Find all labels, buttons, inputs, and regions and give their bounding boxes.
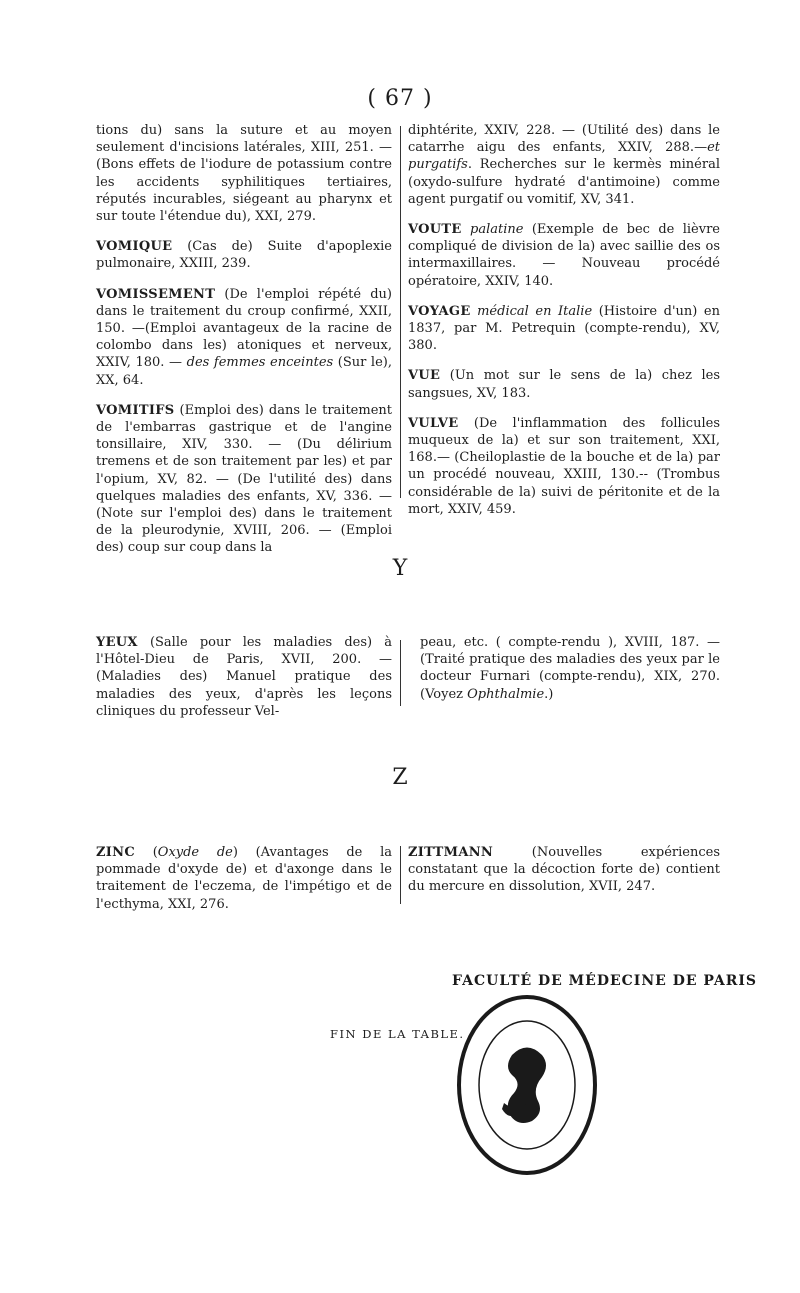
entry-text: diphtérite, XXIV, 228. — (Utilité des) dans le catarrhe aigu des enfants, XXIV, 288.— xyxy=(408,123,720,156)
index-entry xyxy=(96,844,392,913)
index-entry xyxy=(408,844,720,896)
entry-italic-text: palatine xyxy=(470,222,524,238)
entry-headword: VULVE xyxy=(408,415,459,431)
entry-headword: VOMITIFS xyxy=(96,402,175,418)
entry-italic-text: et purgatifs xyxy=(408,140,720,173)
column-divider-z xyxy=(400,846,401,904)
entry-text: .) xyxy=(544,686,554,702)
entry-italic-text: Oxyde de xyxy=(157,845,233,860)
entry-text: (Nouvelles expériences constatant que la décoction forte de) contient du mercure en dissolution, XVII, 247. xyxy=(408,845,720,895)
entry-headword: ZINC xyxy=(96,845,136,860)
index-column-v-left xyxy=(96,122,392,570)
letter-heading-y: Y xyxy=(392,556,408,581)
entry-headword: VOUTE xyxy=(408,222,462,238)
entry-text xyxy=(462,222,470,237)
entry-text: (Emploi des) dans le traitement de l'embarras gastrique et de l'angine tonsillaire, XIV, 330. — (Du délirium tremens et de son traitement par les) et par l'opium, XV, 82. — (De l'utilité des) dans quelques maladies des enfants, XV, 336. — (Note sur l'emploi des) dans le traitement de la pleurodynie, XVIII, 206. — (Emploi des) coup sur coup dans la xyxy=(96,402,392,556)
entry-text: (Exemple de bec de lièvre compliqué de division de la) avec saillie des os intermaxillaires. — Nouveau procédé opératoire, XXIV, 140. xyxy=(408,222,720,289)
index-entry xyxy=(96,122,392,225)
index-entry xyxy=(408,415,720,518)
entry-text: (Cas de) Suite d'apoplexie pulmonaire, XXIII, 239. xyxy=(96,239,392,272)
stamp-emblem xyxy=(502,1048,546,1124)
end-of-table-text: FIN DE LA TABLE. xyxy=(330,1027,465,1041)
stamp-text: FACULTÉ DE MÉDECINE DE PARIS xyxy=(452,973,758,989)
index-entry xyxy=(408,303,720,355)
entry-headword: ZITTMANN xyxy=(408,845,494,860)
page-number: ( 67 ) xyxy=(367,86,433,111)
index-entry xyxy=(408,122,720,208)
index-entry xyxy=(420,634,720,703)
entry-text: (Un mot sur le sens de la) chez les sangsues, XV, 183. xyxy=(408,368,720,401)
entry-italic-text: Ophthalmie xyxy=(467,686,545,702)
index-entry xyxy=(96,238,392,272)
entry-headword: VUE xyxy=(408,368,441,384)
entry-headword: YEUX xyxy=(96,635,138,650)
library-stamp xyxy=(452,973,758,1184)
index-entry xyxy=(96,634,392,720)
index-column-y-right xyxy=(420,634,720,716)
entry-text: tions du) sans la suture et au moyen seulement d'incisions latérales, XIII, 251. — (Bons effets de l'iodure de potassium contre les accidents syphilitiques tertiaires, réputés incurables, siégeant au pharynx et sur toute l'étendue du), XXI, 279. xyxy=(96,123,392,225)
entry-text: ) (Avantages de la pommade d'oxyde de) et d'axonge dans le traitement de l'eczema, de l'impétigo et de l'ecthyma, XXI, 276. xyxy=(96,845,392,912)
entry-headword: VOYAGE xyxy=(408,303,471,319)
entry-text: (De l'emploi répété du) dans le traitement du croup confirmé, XXII, 150. —(Emploi avantageux de la racine de colombo dans les) atoniques et nerveux, XXIV, 180. — xyxy=(96,286,392,371)
index-column-z-left xyxy=(96,844,392,926)
entry-text: . Recherches sur le kermès minéral (oxydo-sulfure hydraté d'antimoine) comme agent purgatif ou vomitif, XV, 341. xyxy=(408,157,720,207)
entry-headword: VOMIQUE xyxy=(96,239,173,255)
index-entry xyxy=(96,286,392,389)
entry-text: (Salle pour les maladies des) à l'Hôtel-Dieu de Paris, XVII, 200. — (Maladies des) Manuel pratique des maladies des yeux, d'après les leçons cliniques du professeur Vel- xyxy=(96,635,392,719)
column-divider-y xyxy=(400,640,401,706)
entry-text: (Sur le), XX, 64. xyxy=(96,355,392,388)
column-divider-v xyxy=(400,126,401,498)
entry-text: ( xyxy=(135,845,158,860)
entry-headword: VOMISSEMENT xyxy=(96,286,216,302)
index-entry xyxy=(408,221,720,290)
entry-text: (De l'inflammation des follicules muqueux de la) et sur son traitement, XXI, 168.— (Cheiloplastie de la bouche et de la) par un procédé nouveau, XXIII, 130.-- (Trombus considérable de la) suivi de péritonite et de la mort, XXIV, 459. xyxy=(408,415,720,517)
letter-heading-z: Z xyxy=(392,765,408,790)
index-entry xyxy=(408,367,720,401)
entry-text: (Histoire d'un) en 1837, par M. Petrequin (compte-rendu), XV, 380. xyxy=(408,303,720,354)
entry-italic-text: des femmes enceintes xyxy=(186,355,334,371)
index-entry xyxy=(96,402,392,557)
index-column-v-right xyxy=(408,122,720,531)
index-column-z-right xyxy=(408,844,720,909)
entry-text: peau, etc. ( compte-rendu ), XVIII, 187. — (Traité pratique des maladies des yeux par le docteur Furnari (compte-rendu), XIX, 270. (Voyez xyxy=(420,635,720,702)
entry-italic-text: médical en Italie xyxy=(477,303,593,319)
index-column-y-left xyxy=(96,634,392,733)
